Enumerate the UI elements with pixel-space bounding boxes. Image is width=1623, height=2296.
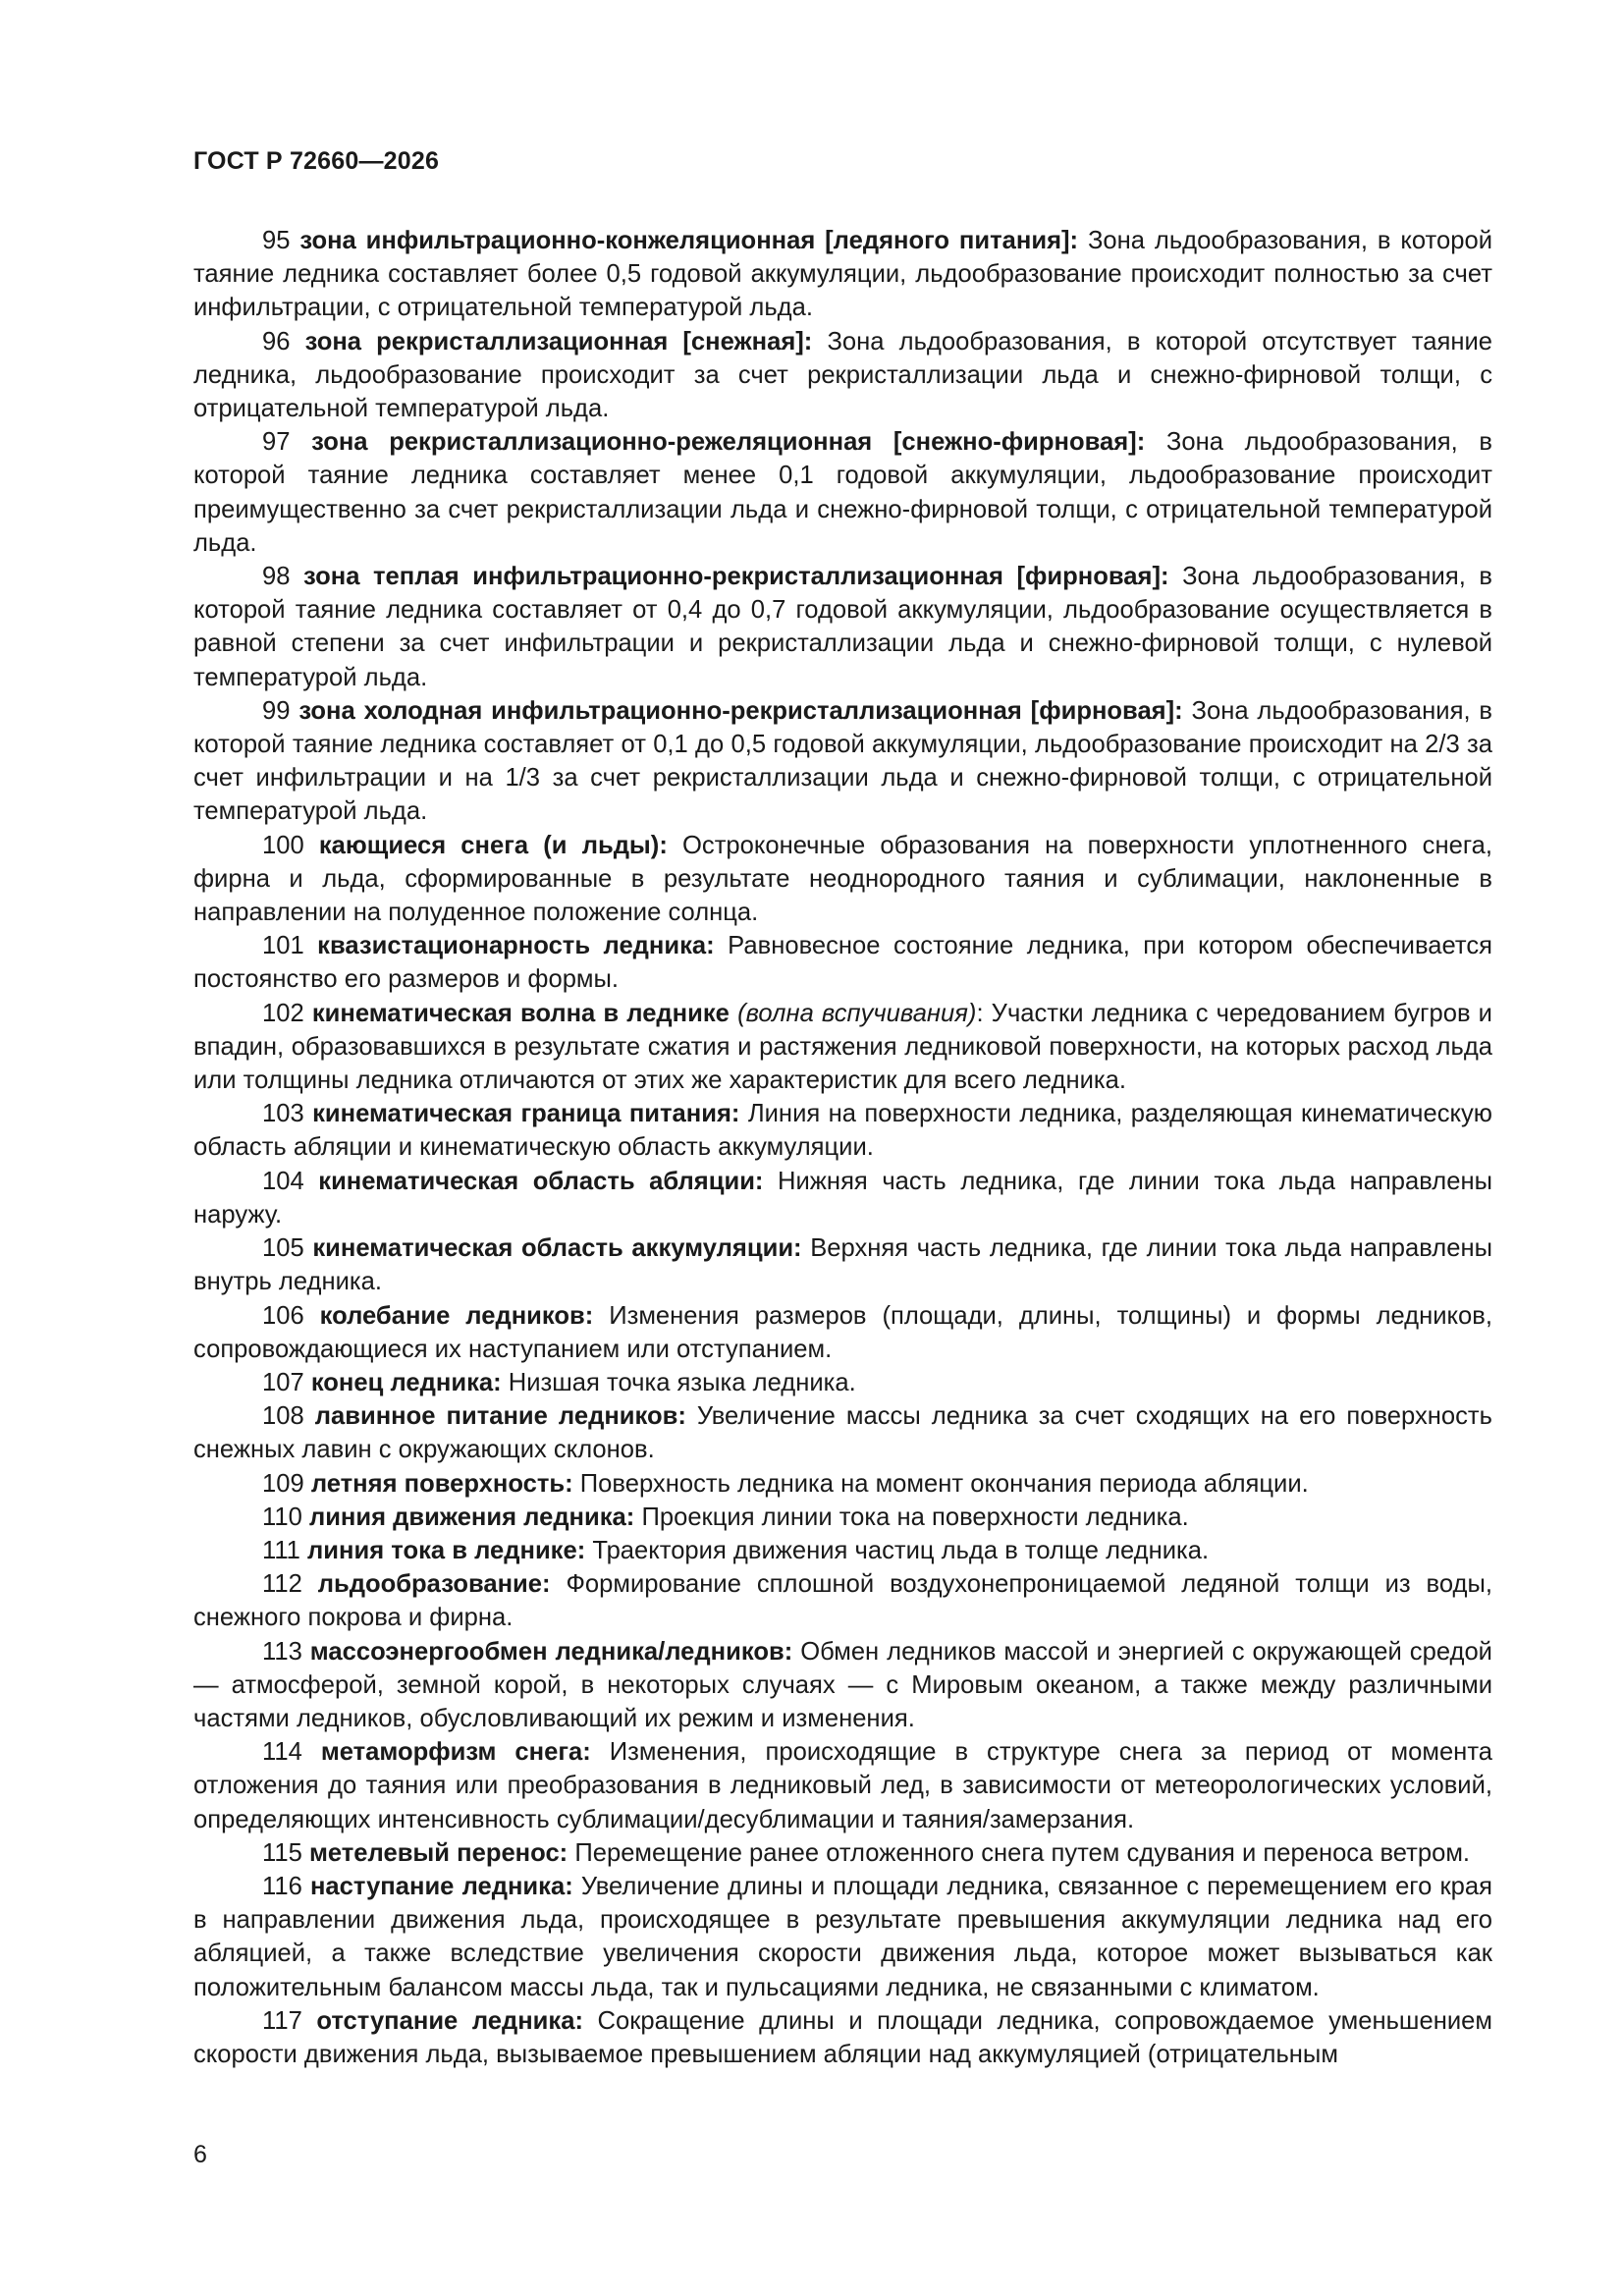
glossary-entry (193, 1735, 1492, 1836)
entry-definition: Зона льдообразования, в которой таяние ледника составляет от 0,4 до 0,7 годовой аккумуляции, льдообразование осуществляется в равной степени за счет инфильтрации и рекристаллизации льда и снежно-фирновой толщи, с нулевой температурой льда. (193, 563, 1492, 691)
glossary-entry (193, 224, 1492, 325)
entry-number: 98 (262, 563, 291, 591)
entry-number: 96 (262, 327, 291, 355)
entry-definition: Проекция линии тока на поверхности ледника. (641, 1503, 1189, 1531)
entry-number: 99 (262, 696, 291, 725)
entry-definition: Равновесное состояние ледника, при котором обеспечивается постоянство его размеров и формы. (193, 932, 1492, 994)
entry-term: отступание ледника: (316, 2006, 583, 2035)
entry-number: 114 (262, 1738, 302, 1767)
entry-number: 109 (262, 1469, 304, 1498)
entry-term: массоэнергообмен ледника/ледников: (309, 1637, 793, 1666)
entry-definition: Остроконечные образования на поверхности уплотненного снега, фирна и льда, сформированные в результате неоднородного таяния и сублимации, наклоненные в направлении на полуденное положение солнца. (193, 831, 1492, 927)
glossary-entry (193, 829, 1492, 930)
entry-definition: Перемещение ранее отложенного снега путем сдувания и переноса ветром. (574, 1838, 1471, 1867)
entry-number: 103 (262, 1100, 304, 1128)
entry-term: льдообразование: (317, 1570, 551, 1599)
entry-definition: Зона льдообразования, в которой таяние ледника составляет от 0,1 до 0,5 годовой аккумуляции, льдообразование происходит на 2/3 за счет инфильтрации и на 1/3 за счет рекристаллизации льда и снежно-фирновой толщи, с отрицательной температурой льда. (193, 696, 1492, 826)
glossary-entry (193, 1097, 1492, 1164)
entry-definition: Увеличение длины и площади ледника, связанное с перемещением его края в направлении движения льда, происходящее в результате превышения аккумуляции ледника над его абляцией, а также вследствие увеличения скорости движения льда, которое может вызываться как положительным балансом массы льда, так и пульсациями ледника, не связанными с климатом. (193, 1872, 1492, 2001)
entry-definition: Зона льдообразования, в которой отсутствует таяние ледника, льдообразование происходит за счет рекристаллизации льда и снежно-фирновой толщи, с отрицательной температурой льда. (193, 327, 1492, 423)
entry-term: квазистационарность ледника: (317, 932, 715, 960)
entry-definition: Формирование сплошной воздухонепроницаемой ледяной толщи из воды, снежного покрова и фирна. (193, 1570, 1492, 1632)
glossary-entry (193, 1870, 1492, 2004)
entry-definition: Увеличение массы ледника за счет сходящих на его поверхность снежных лавин с окружающих склонов. (193, 1402, 1492, 1464)
entry-definition: Зона льдообразования, в которой таяние ледника составляет менее 0,1 годовой аккумуляции, льдообразование происходит преимущественно за счет рекристаллизации льда и снежно-фирновой толщи, с отрицательной температурой льда. (193, 428, 1492, 557)
entry-number: 95 (262, 227, 291, 254)
entry-definition: Траектория движения частиц льда в толще ледника. (592, 1536, 1210, 1564)
entry-term: лавинное питание ледников: (314, 1402, 686, 1431)
entry-term: кинематическая граница питания: (312, 1100, 740, 1128)
entry-number: 102 (262, 999, 304, 1027)
entry-number: 101 (262, 932, 304, 960)
entry-number: 113 (262, 1637, 302, 1666)
glossary-entry (193, 694, 1492, 829)
entry-definition: Обмен ледников массой и энергией с окружающей средой — атмосферой, земной корой, в некоторых случаях — с Мировым океаном, а также между различными частями ледников, обусловливающий их режим и изменения. (193, 1637, 1492, 1732)
glossary-entry (193, 1534, 1492, 1567)
glossary-entry (193, 1567, 1492, 1634)
entry-term: кинематическая область аккумуляции: (312, 1234, 802, 1263)
entry-definition: Верхняя часть ледника, где линии тока льда направлены внутрь ледника. (193, 1234, 1492, 1296)
entry-term: зона рекристаллизационно-режеляционная [снежно-фирновая]: (311, 428, 1146, 457)
glossary-entry (193, 1299, 1492, 1366)
entry-term: зона рекристаллизационная [снежная]: (304, 327, 813, 355)
glossary-entry (193, 1366, 1492, 1399)
entry-number: 104 (262, 1167, 304, 1195)
glossary-entry (193, 1399, 1492, 1466)
entry-term: метелевый перенос: (308, 1838, 568, 1867)
page-number: 6 (193, 2141, 207, 2168)
entry-term: метаморфизм снега: (320, 1738, 591, 1767)
entry-number: 116 (262, 1872, 302, 1900)
entry-definition: Изменения размеров (площади, длины, толщины) и формы ледников, сопровождающиеся их наступанием или отступанием. (193, 1301, 1492, 1363)
entry-number: 105 (262, 1234, 304, 1263)
entry-number: 110 (262, 1503, 302, 1531)
entry-number: 100 (262, 831, 304, 859)
entry-definition: Изменения, происходящие в структуре снега за период от момента отложения до таяния или преобразования в ледниковый лед, в зависимости от метеорологических условий, определяющих интенсивность сублимации/десублимации и таяния/замерзания. (193, 1738, 1492, 1833)
entry-number: 107 (262, 1368, 304, 1396)
entry-number: 112 (262, 1570, 302, 1599)
glossary-entry (193, 929, 1492, 996)
entry-definition: Низшая точка языка ледника. (508, 1368, 856, 1396)
entry-number: 106 (262, 1301, 304, 1330)
entry-number: 97 (262, 428, 291, 457)
entry-term: кинематическая область абляции: (318, 1167, 764, 1195)
entry-definition: Линия на поверхности ледника, разделяющая кинематическую область абляции и кинематическую область аккумуляции. (193, 1100, 1492, 1162)
entry-term: конец ледника: (310, 1368, 502, 1396)
entry-definition: Поверхность ледника на момент окончания периода абляции. (579, 1469, 1309, 1498)
entry-definition: : Участки ледника с чередованием бугров и впадин, образовавшихся в результате сжатия и растяжения ледниковой поверхности, на которых расход льда или толщины ледника отличаются от этих же характеристик для всего ледника. (193, 999, 1492, 1095)
glossary-entry (193, 560, 1492, 694)
glossary-entry (193, 2004, 1492, 2071)
entry-term: линия тока в леднике: (307, 1536, 586, 1564)
glossary-entry (193, 325, 1492, 426)
entry-number: 117 (262, 2006, 302, 2035)
entry-term: линия движения ледника: (308, 1503, 635, 1531)
entry-term: зона холодная инфильтрационно-рекристаллизационная [фирновая]: (298, 696, 1183, 725)
glossary-entry (193, 997, 1492, 1098)
glossary-entry (193, 1635, 1492, 1736)
entry-term: летняя поверхность: (310, 1469, 573, 1498)
entry-term: колебание ледников: (319, 1301, 594, 1330)
entry-definition: Зона льдообразования, в которой таяние ледника составляет более 0,5 годовой аккумуляции, льдообразование происходит полностью за счет инфильтрации, с отрицательной температурой льда. (193, 227, 1492, 322)
glossary-entry (193, 425, 1492, 560)
glossary-entry (193, 1467, 1492, 1501)
document-header: ГОСТ Р 72660—2026 (193, 147, 440, 175)
glossary-entries (193, 224, 1492, 2071)
entry-term: зона теплая инфильтрационно-рекристаллизационная [фирновая]: (303, 563, 1169, 591)
entry-term: зона инфильтрационно-конжеляционная [ледяного питания]: (299, 227, 1079, 254)
entry-term: кинематическая волна в леднике (311, 999, 730, 1027)
glossary-entry (193, 1836, 1492, 1870)
entry-number: 115 (262, 1838, 302, 1867)
entry-synonym: (волна вспучивания) (737, 999, 977, 1027)
glossary-entry (193, 1165, 1492, 1231)
entry-definition: Сокращение длины и площади ледника, сопровождаемое уменьшением скорости движения льда, вызываемое превышением абляции над аккумуляцией (отрицательным (193, 2006, 1492, 2068)
entry-term: наступание ледника: (309, 1872, 573, 1900)
entry-number: 108 (262, 1402, 304, 1431)
entry-number: 111 (262, 1536, 300, 1564)
glossary-entry (193, 1501, 1492, 1534)
entry-term: кающиеся снега (и льды): (318, 831, 668, 859)
entry-definition: Нижняя часть ледника, где линии тока льда направлены наружу. (193, 1167, 1492, 1229)
glossary-entry (193, 1231, 1492, 1298)
